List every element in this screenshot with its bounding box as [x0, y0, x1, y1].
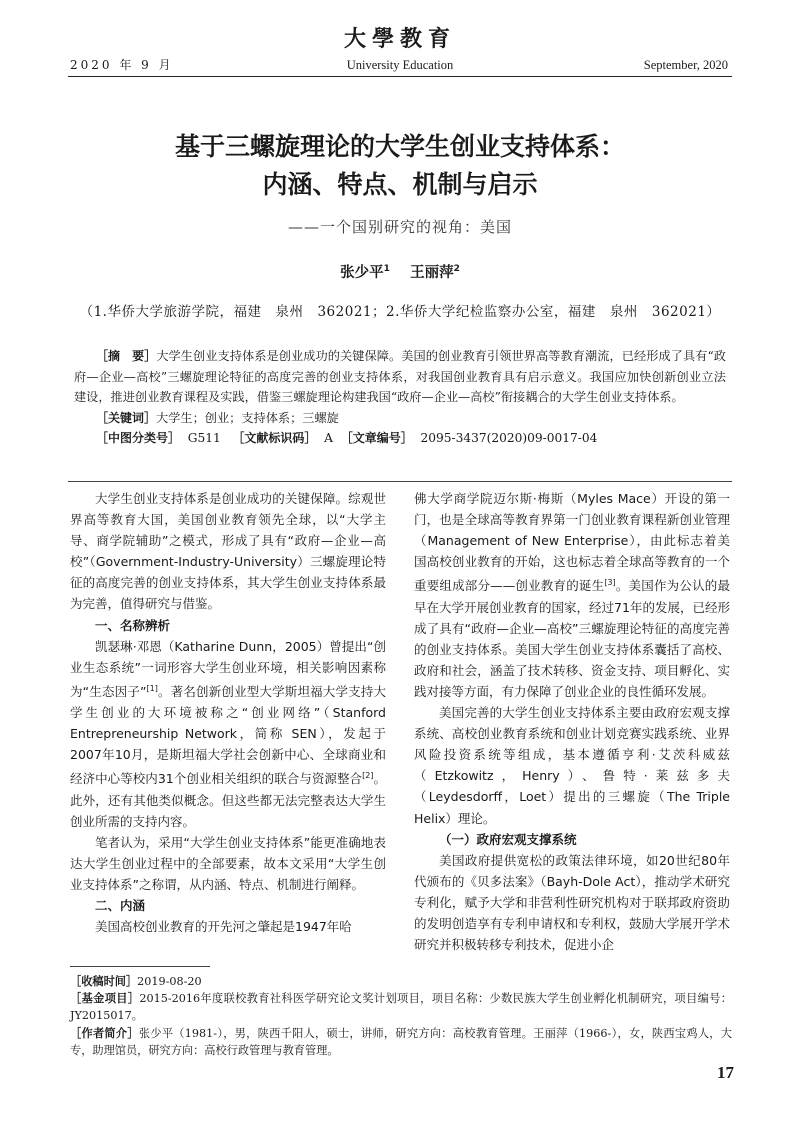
footnote-label: ［收稿时间］	[70, 975, 138, 988]
body-column-left	[70, 488, 386, 937]
citation-ref: [1]	[146, 683, 158, 693]
abstract-text: 大学生创业支持体系是创业成功的关键保障。美国的创业教育引领世界高等教育潮流，已经形成了具有“政府—企业—高校”三螺旋理论特征的高度完善的创业支持体系，对我国创业教育具有启示意义。我国应加快创新创业立法建设，推进创业教育课程及实践，借鉴三螺旋理论构建我国“政府—企业—高校”衔接耦合的大学生创业支持体系。	[74, 349, 726, 405]
text-run: 佛大学商学院迈尔斯·梅斯（Myles Mace）开设的第一门，也是全球高等教育界第一门创业教育课程新创业管理（Management of New Enterprise），由此标志着美国高校创业教育的开始，这也标志着全球高等教育的一个重要组成部分——创业教育的诞生	[414, 491, 730, 594]
footnote-label: ［作者简介］	[70, 1026, 139, 1040]
paragraph: 美国政府提供宽松的政策法律环境，如20世纪80年代颁布的《贝多法案》（Bayh-Dole Act），推动学术研究专利化，赋予大学和非营利性研究机构对于联邦政府资助的发明创造享有专利申请权和专利权，鼓励大学展开学术研究并积极转移专利技术，促进小企	[414, 852, 730, 953]
footnote-text: 2019-08-20	[137, 975, 202, 988]
abstract-label: ［摘 要］	[96, 349, 157, 363]
article-no-value: 2095-3437(2020)09-0017-04	[420, 431, 598, 446]
abstract	[74, 346, 726, 408]
footnote-label: ［基金项目］	[70, 992, 140, 1006]
text-run: 。美国作为公认的最早在大学开展创业教育的国家，经过71年的发展，已经形成了具有“政府—企业—高校”三螺旋理论特征的高度完善的创业支持体系。美国大学生创业支持体系囊括了高校、政府和社会，涵盖了技术转移、资金支持、项目孵化、实践对接等方面，有力保障了创业企业的良性循环发展。	[414, 578, 730, 699]
classification-line	[74, 428, 726, 449]
text-run: 。著名创新创业型大学斯坦福大学支持大学生创业的大环境被称之“创业网络”（Stanford Entrepreneurship Network，简称 SEN），发起于2007年10月，是斯坦福大学社会创新中心、全球商业和经济中心等校内31个创业相关组织的联合与资源整合	[70, 684, 386, 787]
article-no-label: ［文章编号］	[340, 431, 413, 446]
footnote-fund	[70, 990, 732, 1024]
paragraph: 美国完善的大学生创业支持体系主要由政府宏观支撑系统、高校创业教育系统和创业计划竞赛实践系统、业界风险投资系统等组成，基本遵循亨利·艾茨科威兹（Etzkowitz，Henry）、鲁特·莱兹多夫（Leydesdorff，Loet）提出的三螺旋（The Triple Helix）理论。	[414, 705, 730, 826]
paragraph: 大学生创业支持体系是创业成功的关键保障。综观世界高等教育大国，美国创业教育领先全球，以“大学主导、商学院辅助”之模式，形成了具有“政府—企业—高校”（Government-Industry-University）三螺旋理论特征的高度完善的创业支持体系，其大学生创业支持体系最为完善，值得研究与借鉴。	[70, 491, 386, 612]
footnote-text: 2015-2016年度联校教育社科医学研究论文奖计划项目，项目名称：少数民族大学生创业孵化机制研究，项目编号：JY2015017。	[70, 992, 732, 1023]
footnote-text: 张少平（1981-），男，陕西千阳人，硕士，讲师，研究方向：高校教育管理。王丽萍（1966-），女，陕西宝鸡人，大专，助理馆员，研究方向：高校行政管理与教育管理。	[70, 1026, 732, 1057]
affiliation: （1.华侨大学旅游学院，福建 泉州 362021；2.华侨大学纪检监察办公室，福建 泉州 362021）	[79, 304, 721, 320]
citation-ref: [2]	[362, 771, 374, 781]
doc-code-value: A	[324, 431, 333, 446]
title-line-2: 内涵、特点、机制与启示	[262, 170, 538, 199]
header-date-en: September, 2020	[643, 58, 728, 72]
subsection-heading: （一）政府宏观支撑系统	[439, 831, 577, 847]
body-column-right	[414, 488, 730, 955]
section-heading: 一、名称辨析	[95, 617, 171, 633]
title-line-1: 基于三螺旋理论的大学生创业支持体系：	[174, 132, 625, 161]
header-journal-en: University Education	[346, 58, 454, 72]
author-2: 王丽萍	[410, 265, 454, 281]
footnotes	[70, 973, 732, 1059]
author-2-sup: 2	[453, 264, 460, 275]
author-1-sup: 1	[383, 264, 390, 275]
clc-value: G511	[187, 431, 221, 446]
citation-ref: [3]	[604, 578, 616, 588]
paragraph: 笔者认为，采用“大学生创业支持体系”能更准确地表达大学生创业过程中的全部要素，故本文采用“大学生创业支持体系”之称谓，从内涵、特点、机制进行阐释。	[70, 834, 386, 892]
keywords	[74, 408, 726, 429]
subtitle: ——一个国别研究的视角：美国	[287, 218, 512, 236]
header-date-cn: 2020 年 9 月	[70, 58, 174, 72]
footnote-rule	[70, 966, 210, 967]
page-number: 17	[717, 1063, 734, 1082]
footnote-received	[70, 973, 732, 990]
paragraph: 美国高校创业教育的开先河之肇起是1947年哈	[95, 919, 352, 935]
clc-label: ［中图分类号］	[96, 431, 181, 446]
journal-logo: 大學教育	[343, 26, 456, 52]
header-rule	[68, 76, 732, 77]
paragraph	[414, 488, 730, 702]
text-run: 凯瑟琳·邓恩（Katharine Dunn，2005）曾提出“创业生态系统”一词形容大学生创业环境，相关影响因素称为“生态因子”	[70, 638, 386, 699]
keywords-text: 大学生；创业；支持体系；三螺旋	[156, 410, 339, 425]
text-run: 。此外，还有其他类似概念。但这些都无法完整表达大学生创业所需的支持内容。	[70, 771, 386, 829]
keywords-label: ［关键词］	[96, 410, 157, 425]
author-1: 张少平	[340, 265, 384, 281]
section-heading: 二、内涵	[95, 898, 146, 914]
abstract-block	[74, 346, 726, 449]
paragraph	[70, 636, 386, 832]
authors	[0, 261, 800, 282]
abstract-separator	[68, 481, 732, 482]
doc-code-label: ［文献标识码］	[232, 431, 317, 446]
footnote-bio	[70, 1025, 732, 1059]
